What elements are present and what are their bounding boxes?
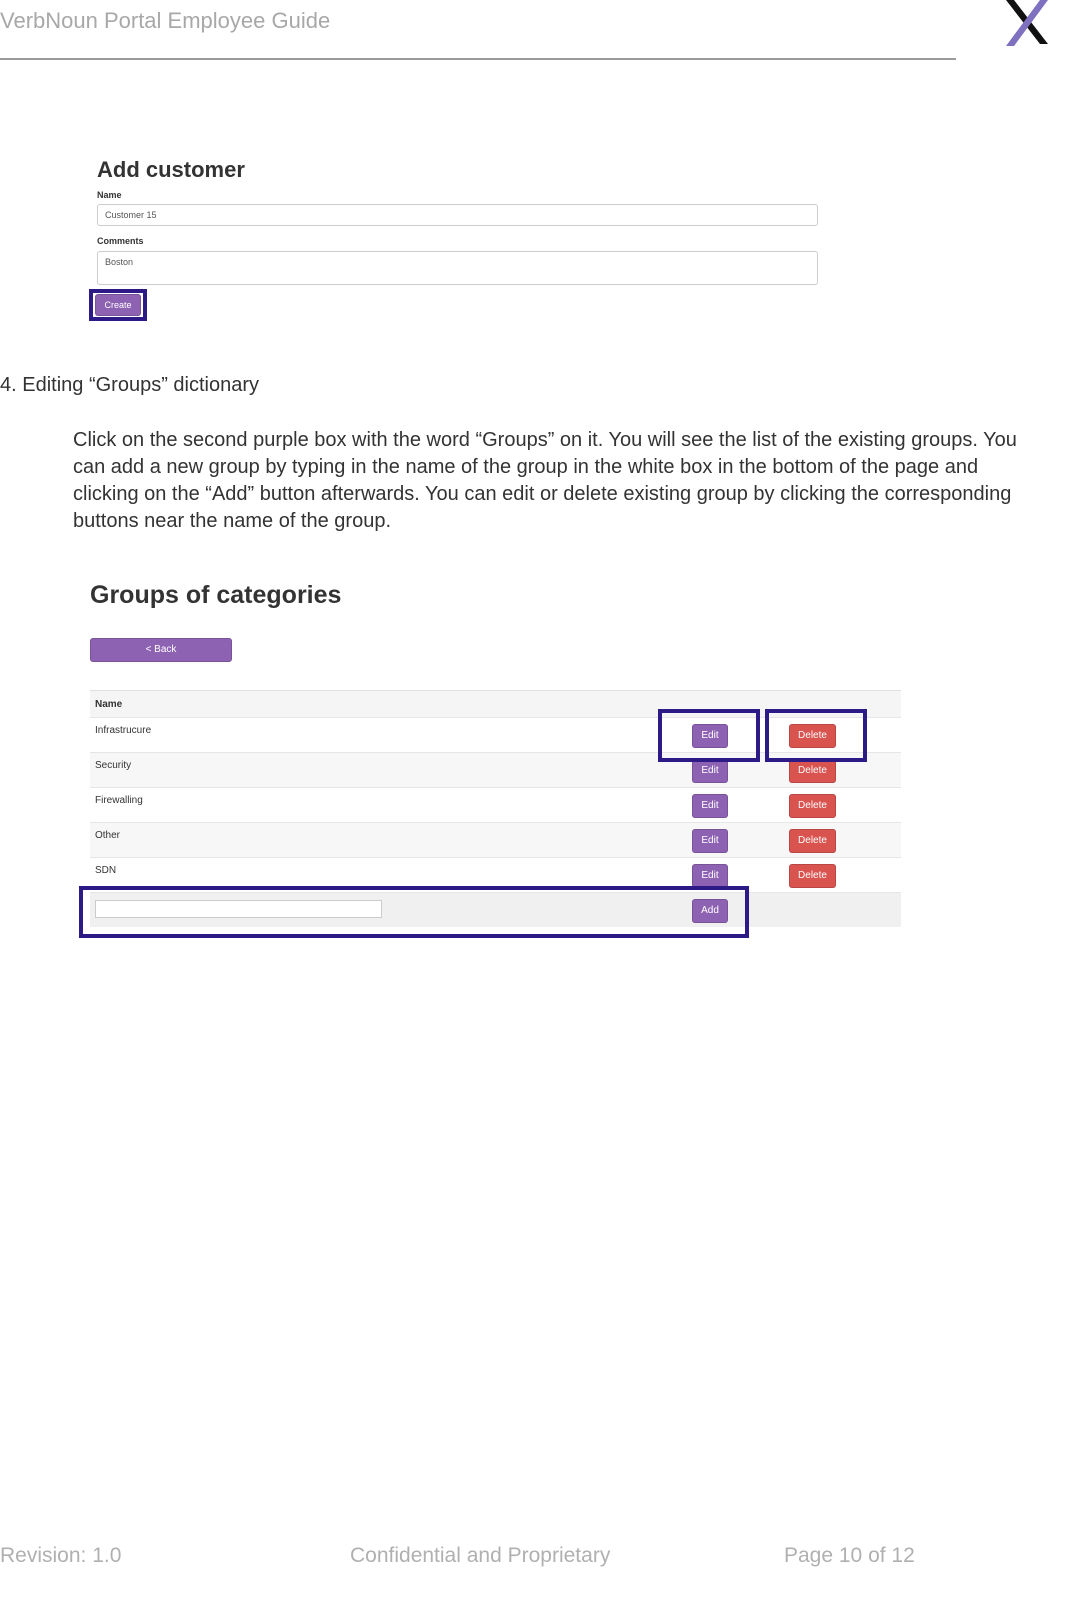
edit-button[interactable]: Edit: [692, 724, 728, 748]
edit-button[interactable]: Edit: [692, 759, 728, 783]
add-button[interactable]: Add: [692, 899, 728, 923]
comments-label: Comments: [97, 236, 144, 246]
delete-button[interactable]: Delete: [789, 829, 836, 853]
delete-button[interactable]: Delete: [789, 864, 836, 888]
footer-confidential: Confidential and Proprietary: [350, 1544, 611, 1567]
document-header-title: VerbNoun Portal Employee Guide: [0, 8, 331, 33]
edit-highlight-box: [658, 709, 760, 762]
group-name: Firewalling: [95, 795, 143, 806]
create-button[interactable]: Create: [95, 294, 141, 316]
edit-button[interactable]: Edit: [692, 794, 728, 818]
group-name: Infrastrucure: [95, 725, 152, 736]
footer-page-number: Page 10 of 12: [784, 1544, 915, 1567]
edit-button[interactable]: Edit: [692, 829, 728, 853]
table-row: [90, 787, 901, 822]
edit-button[interactable]: Edit: [692, 864, 728, 888]
group-name: Other: [95, 830, 121, 841]
delete-button[interactable]: Delete: [789, 759, 836, 783]
delete-button[interactable]: Delete: [789, 794, 836, 818]
header-divider: [0, 58, 956, 60]
section-heading: 4. Editing “Groups” dictionary: [0, 374, 260, 396]
group-name: SDN: [95, 865, 117, 876]
name-label: Name: [97, 190, 122, 200]
x-logo-icon: [1004, 0, 1050, 46]
section-paragraph: Click on the second purple box with the word “Groups” on it. You will see the list of the existing groups. You can add a new group by typing in the name of the group in the white box in the bottom of the page and clicking on the “Add” button afterwards. You can edit or delete existing group by clicking the corresponding buttons near the name of the group.: [73, 429, 1017, 532]
table-row: [90, 822, 901, 857]
delete-button[interactable]: Delete: [789, 724, 836, 748]
groups-title: Groups of categories: [90, 581, 342, 609]
name-input[interactable]: Customer 15: [97, 204, 818, 226]
column-name: Name: [95, 699, 123, 710]
back-button[interactable]: < Back: [90, 638, 232, 662]
add-customer-title: Add customer: [97, 157, 245, 182]
comments-textarea[interactable]: Boston: [97, 251, 818, 285]
delete-highlight-box: [765, 709, 867, 762]
group-name: Security: [95, 760, 132, 771]
footer-revision: Revision: 1.0: [0, 1544, 122, 1567]
add-highlight-box: [79, 886, 749, 938]
